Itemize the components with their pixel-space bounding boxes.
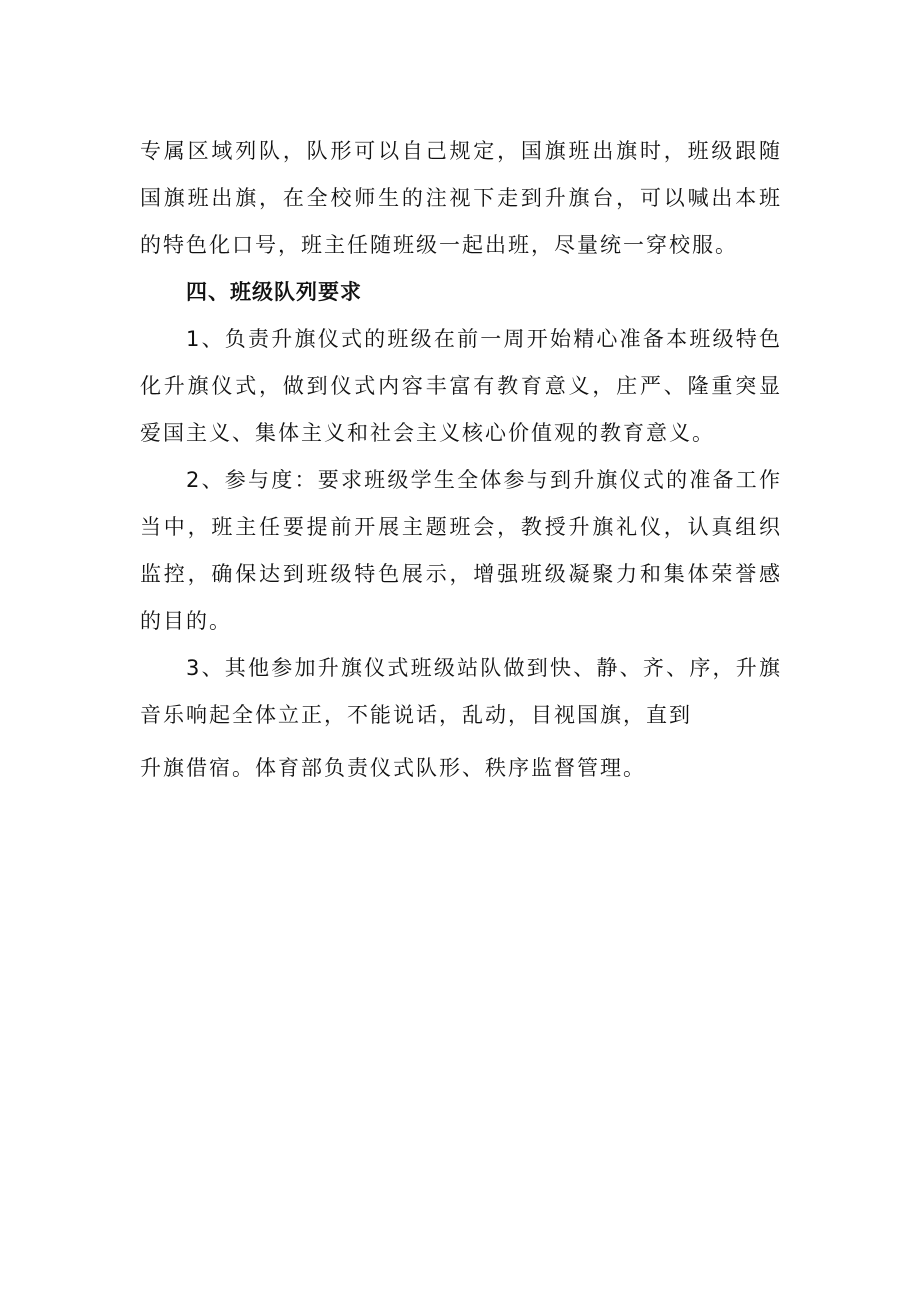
list-item-1: 1、负责升旗仪式的班级在前一周开始精心准备本班级特色化升旗仪式，做到仪式内容丰富有教育意义，庄严、隆重突显爱国主义、集体主义和社会主义核心价值观的教育意义。 [140, 327, 782, 445]
list-item-2: 2、参与度：要求班级学生全体参与到升旗仪式的准备工作当中，班主任要提前开展主题班会，教授升旗礼仪，认真组织监控，确保达到班级特色展示，增强班级凝聚力和集体荣誉感的目的。 [140, 468, 782, 633]
section-heading: 四、班级队列要求 [186, 280, 362, 304]
list-item-3-first-part: 3、其他参加升旗仪式班级站队做到快、静、齐、序，升旗音乐响起全体立正，不能说话，乱动，目视国旗，直到 [140, 656, 782, 727]
list-item-3-continuation: 升旗借宿。体育部负责仪式队形、秩序监督管理。 [140, 756, 646, 780]
document-body [140, 128, 782, 792]
intro-paragraph: 专属区域列队，队形可以自己规定，国旗班出旗时，班级跟随国旗班出旗，在全校师生的注视下走到升旗台，可以喊出本班的特色化口号，班主任随班级一起出班，尽量统一穿校服。 [140, 139, 782, 257]
